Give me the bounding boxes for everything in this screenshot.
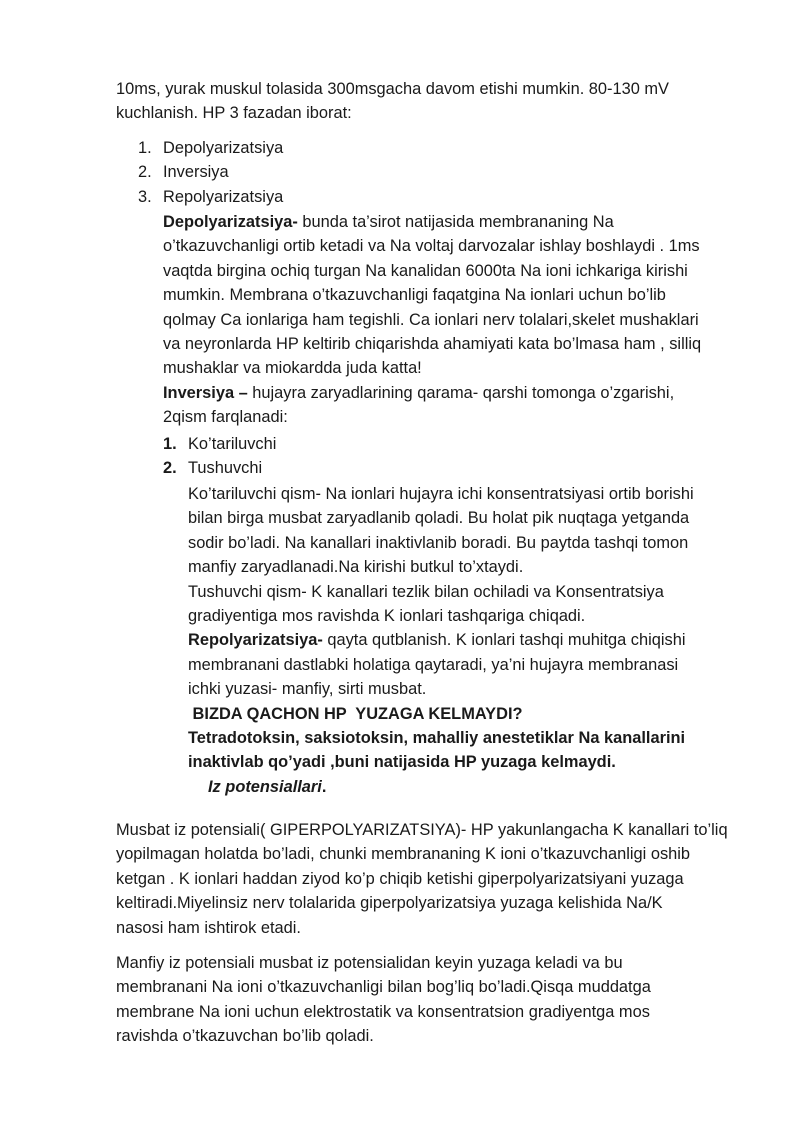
positive-trace-paragraph	[116, 818, 728, 940]
list-number: 2.	[163, 459, 177, 478]
paragraph-line: ravishda o’tkazuvchan bo’lib qoladi.	[116, 1027, 374, 1046]
inversion-text: hujayra zaryadlarining qarama- qarshi tomonga o’zgarishi,	[247, 383, 675, 402]
paragraph-line: Ko’tariluvchi qism- Na ionlari hujayra ichi konsentratsiyasi ortib borishi	[188, 485, 694, 503]
paragraph-line: membranani dastlabki holatiga qaytaradi, ya’ni hujayra membranasi	[188, 655, 679, 674]
list-number: 3.	[138, 187, 152, 206]
depolarization-term: Depolyarizatsiya-	[163, 213, 298, 231]
paragraph-line: ichki yuzasi- manfiy, sirti musbat.	[188, 680, 427, 699]
paragraph-line: keltiradi.Miyelinsiz nerv tolalarida giperpolyarizatsiya yuzaga kelishida Na/K	[116, 894, 663, 913]
answer-line: Tetradotoksin, saksiotoksin, mahalliy anestetiklar Na kanallarini	[188, 729, 686, 748]
paragraph-line: qolmay Ca ionlariga ham tegishli. Ca ionlari nerv tolalari,skelet mushaklari	[163, 310, 699, 329]
inversion-details	[188, 482, 694, 799]
phase-item	[138, 160, 283, 184]
paragraph-line: sodir bo’ladi. Na kanallari inaktivlanib boradi. Bu paytda tashqi tomon	[188, 533, 689, 552]
list-number: 2.	[138, 163, 152, 182]
phase-item	[138, 185, 283, 209]
answer-line: inaktivlab qo’yadi ,buni natijasida HP yuzaga kelmaydi.	[188, 753, 616, 772]
phase-label: Depolyarizatsiya	[163, 139, 284, 157]
paragraph-line: membranani Na ioni o’tkazuvchanligi bilan bog’liq bo’ladi.Qisqa muddatga	[116, 978, 651, 997]
paragraph-line: nasosi ham ishtirok etadi.	[116, 918, 301, 937]
paragraph-line: 2qism farqlanadi:	[163, 408, 288, 427]
inversion-part-label: Tushuvchi	[188, 459, 263, 478]
inversion-part	[163, 432, 276, 456]
paragraph-line: yopilmagan holatda bo’ladi, chunki membrananing K ioni o’tkazuvchanligi oshib	[116, 845, 691, 864]
heading-dot: .	[321, 777, 327, 796]
depolarization-text: bunda ta’sirot natijasida membrananing Na	[297, 213, 614, 231]
repolarization-term: Repolyarizatsiya-	[188, 631, 323, 650]
list-number: 1.	[138, 139, 152, 157]
paragraph-line	[163, 210, 701, 234]
paragraph-line: membrane Na ioni uchun elektrostatik va konsentratsion gradiyentga mos	[116, 1002, 650, 1021]
paragraph-line: Manfiy iz potensiali musbat iz potensialidan keyin yuzaga keladi va bu	[116, 954, 623, 972]
paragraph-line: vaqtda birgina ochiq turgan Na kanalidan 6000ta Na ioni ichkariga kirishi	[163, 261, 688, 280]
paragraph-line: va neyronlarda HP keltirib chiqarishda ahamiyati kata bo’lmasa ham , silliq	[163, 335, 702, 354]
paragraph-line: Tushuvchi qism- K kanallari tezlik bilan ochiladi va Konsentratsiya	[188, 582, 664, 601]
intro-paragraph	[116, 77, 716, 126]
paragraph-line: gradiyentiga mos ravishda K ionlari tashqariga chiqadi.	[188, 607, 586, 626]
negative-trace-paragraph	[116, 951, 651, 1049]
depolarization-paragraph	[163, 210, 701, 430]
phase-item	[138, 136, 283, 160]
paragraph-line	[188, 628, 694, 652]
phase-label: Inversiya	[163, 163, 229, 182]
paragraph-line: o’tkazuvchanligi ortib ketadi va Na voltaj darvozalar ishlay boshlaydi . 1ms	[163, 237, 700, 256]
phase-label: Repolyarizatsiya	[163, 187, 284, 206]
paragraph-line: mushaklar va miokardda juda katta!	[163, 359, 422, 378]
intro-line: 10ms, yurak muskul tolasida 300msgacha davom etishi mumkin. 80-130 mV	[116, 80, 669, 98]
trace-potentials-heading	[188, 775, 694, 799]
phase-list	[138, 136, 283, 209]
repolarization-text: qayta qutblanish. K ionlari tashqi muhitga chiqishi	[322, 631, 686, 650]
intro-line: kuchlanish. HP 3 fazadan iborat:	[116, 104, 352, 123]
trace-potentials-title: Iz potensiallari	[208, 777, 322, 796]
paragraph-line	[163, 381, 701, 405]
paragraph-line: bilan birga musbat zaryadlanib qoladi. Bu holat pik nuqtaga yetganda	[188, 509, 690, 528]
inversion-part	[163, 456, 276, 480]
paragraph-line: manfiy zaryadlanadi.Na kirishi butkul to’xtaydi.	[188, 558, 524, 577]
paragraph-line: ketgan . K ionlari haddan ziyod ko’p chiqib ketishi giperpolyarizatsiyani yuzaga	[116, 869, 684, 888]
inversion-parts-list	[163, 432, 276, 481]
question-heading: BIZDA QACHON HP YUZAGA KELMAYDI?	[188, 704, 523, 723]
paragraph-line: mumkin. Membrana o’tkazuvchanligi faqatgina Na ionlari uchun bo’lib	[163, 286, 666, 305]
list-number: 1.	[163, 435, 177, 453]
inversion-term: Inversiya –	[163, 383, 248, 402]
paragraph-line: Musbat iz potensiali( GIPERPOLYARIZATSIYA)- HP yakunlangacha K kanallari to’liq	[116, 821, 728, 839]
inversion-part-label: Ko’tariluvchi	[188, 435, 277, 453]
